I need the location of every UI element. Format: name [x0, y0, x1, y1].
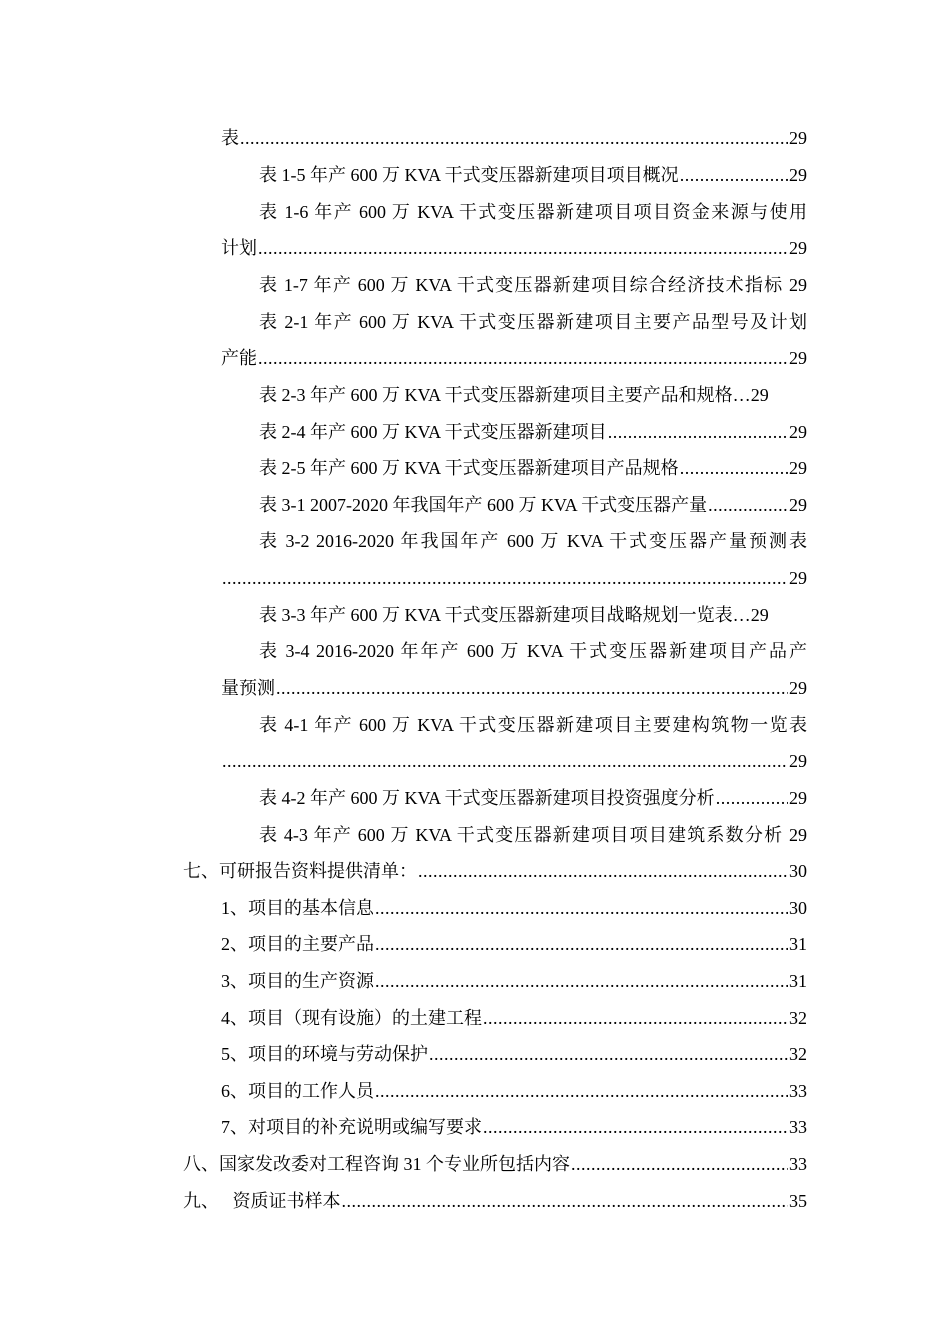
toc-entry-title[interactable]: 表 4-1 年产 600 万 KVA 干式变压器新建项目主要建构筑物一览表: [259, 715, 807, 735]
toc-entry-title: 计划: [221, 238, 257, 258]
toc-entry-title: 2、项目的主要产品: [221, 934, 374, 954]
dot-leader: [375, 896, 788, 920]
toc-entry[interactable]: [259, 420, 807, 444]
toc-entry[interactable]: [221, 236, 807, 260]
toc-section[interactable]: [183, 1189, 807, 1213]
toc-section[interactable]: [183, 1152, 807, 1176]
dot-leader: [716, 786, 788, 810]
toc-section-title: 七、可研报告资料提供清单：: [183, 861, 417, 881]
toc-page-number: 29: [789, 128, 807, 148]
dot-leader: [258, 346, 788, 370]
toc-page-number: 29: [789, 751, 807, 771]
toc-page-number: 29: [789, 238, 807, 258]
toc-page-number: 33: [789, 1154, 807, 1174]
dot-leader: [483, 1006, 788, 1030]
toc-entry[interactable]: [221, 749, 807, 773]
dot-leader: [571, 1152, 788, 1176]
toc-entry-title: 表 3-1 2007-2020 年我国年产 600 万 KVA 干式变压器产量: [259, 495, 708, 515]
toc-entry[interactable]: [221, 566, 807, 590]
toc-page-number: 29: [789, 788, 807, 808]
toc-section-title: 八、国家发改委对工程咨询 31 个专业所包括内容: [183, 1154, 570, 1174]
dot-leader: [276, 676, 788, 700]
dot-leader: [708, 493, 788, 517]
toc-entry-title: 量预测: [221, 678, 275, 698]
toc-page-number: 29: [789, 165, 807, 185]
toc-entry-title[interactable]: 表 3-2 2016-2020 年我国年产 600 万 KVA 干式变压器产量预测表: [259, 531, 807, 551]
dot-leader: [680, 163, 788, 187]
toc-section-title: 九、 资质证书样本: [183, 1191, 341, 1211]
toc-page-number: 29: [750, 385, 769, 405]
toc-entry[interactable]: [259, 493, 807, 517]
toc-entry-title: 1、项目的基本信息: [221, 898, 374, 918]
dot-leader: [222, 749, 788, 773]
toc-page-number: 29: [789, 422, 807, 442]
toc-entry-title: 5、项目的环境与劳动保护: [221, 1044, 428, 1064]
toc-entry[interactable]: [221, 969, 807, 993]
dot-leader: [429, 1042, 788, 1066]
dot-leader: [375, 969, 788, 993]
toc-page-number: 35: [789, 1191, 807, 1211]
toc-entry-title: 表 4-2 年产 600 万 KVA 干式变压器新建项目投资强度分析: [259, 788, 715, 808]
toc-page-number: 29: [789, 348, 807, 368]
dot-leader: [258, 236, 788, 260]
toc-page-number: 29: [789, 568, 807, 588]
toc-entry[interactable]: [221, 346, 807, 370]
toc-section[interactable]: [183, 859, 807, 883]
toc-page-number: 30: [789, 898, 807, 918]
toc-entry-title[interactable]: 表 2-1 年产 600 万 KVA 干式变压器新建项目主要产品型号及计划: [259, 312, 807, 332]
toc-entry-title: 表 1-5 年产 600 万 KVA 干式变压器新建项目项目概况: [259, 165, 679, 185]
dot-leader: [375, 1079, 788, 1103]
dot-leader: [418, 859, 788, 883]
toc-entry[interactable]: [221, 1006, 807, 1030]
dot-leader: [608, 420, 788, 444]
toc-page-number: 29: [789, 678, 807, 698]
toc-entry-title: 表 2-5 年产 600 万 KVA 干式变压器新建项目产品规格: [259, 458, 679, 478]
toc-entry-title[interactable]: 表 1-6 年产 600 万 KVA 干式变压器新建项目项目资金来源与使用: [259, 202, 807, 222]
toc-entry[interactable]: [221, 676, 807, 700]
dot-leader: [680, 456, 788, 480]
toc-page-number: 31: [789, 971, 807, 991]
toc-entry[interactable]: [259, 383, 807, 407]
toc-page-number: 32: [789, 1008, 807, 1028]
dot-leader: [240, 126, 788, 150]
toc-entry-title: 产能: [221, 348, 257, 368]
toc-entry[interactable]: [221, 126, 807, 150]
toc-entry-title: 3、项目的生产资源: [221, 971, 374, 991]
toc-entry-title: 表: [221, 128, 239, 148]
toc-page-number: 30: [789, 861, 807, 881]
toc-entry-title[interactable]: 表 1-7 年产 600 万 KVA 干式变压器新建项目综合经济技术指标 29: [259, 275, 807, 295]
toc-page-number: 31: [789, 934, 807, 954]
toc-entry-title: 7、对项目的补充说明或编写要求: [221, 1117, 482, 1137]
dot-leader: [483, 1115, 788, 1139]
toc-entry[interactable]: [221, 932, 807, 956]
toc-entry[interactable]: [221, 1042, 807, 1066]
toc-entry-title: 4、项目（现有设施）的土建工程: [221, 1008, 482, 1028]
toc-page-number: 33: [789, 1117, 807, 1137]
toc-entry-title: 表 2-3 年产 600 万 KVA 干式变压器新建项目主要产品和规格…: [259, 385, 751, 405]
toc-entry[interactable]: [259, 456, 807, 480]
toc-page-number: 33: [789, 1081, 807, 1101]
toc-entry[interactable]: [259, 163, 807, 187]
toc-entry[interactable]: [259, 786, 807, 810]
toc-entry-title: 表 3-3 年产 600 万 KVA 干式变压器新建项目战略规划一览表…: [259, 605, 751, 625]
dot-leader: [222, 566, 788, 590]
toc-entry[interactable]: [221, 1079, 807, 1103]
toc-entry[interactable]: [259, 603, 807, 627]
dot-leader: [375, 932, 788, 956]
toc-entry-title[interactable]: 表 4-3 年产 600 万 KVA 干式变压器新建项目项目建筑系数分析 29: [259, 825, 807, 845]
toc-entry-title[interactable]: 表 3-4 2016-2020 年年产 600 万 KVA 干式变压器新建项目产品产: [259, 641, 807, 661]
toc-entry[interactable]: [221, 896, 807, 920]
toc-entry[interactable]: [221, 1115, 807, 1139]
toc-page-number: 32: [789, 1044, 807, 1064]
toc-page-number: 29: [789, 495, 807, 515]
toc-page-number: 29: [789, 458, 807, 478]
dot-leader: [342, 1189, 789, 1213]
toc-entry-title: 表 2-4 年产 600 万 KVA 干式变压器新建项目: [259, 422, 607, 442]
toc-entry-title: 6、项目的工作人员: [221, 1081, 374, 1101]
toc-page-number: 29: [750, 605, 769, 625]
